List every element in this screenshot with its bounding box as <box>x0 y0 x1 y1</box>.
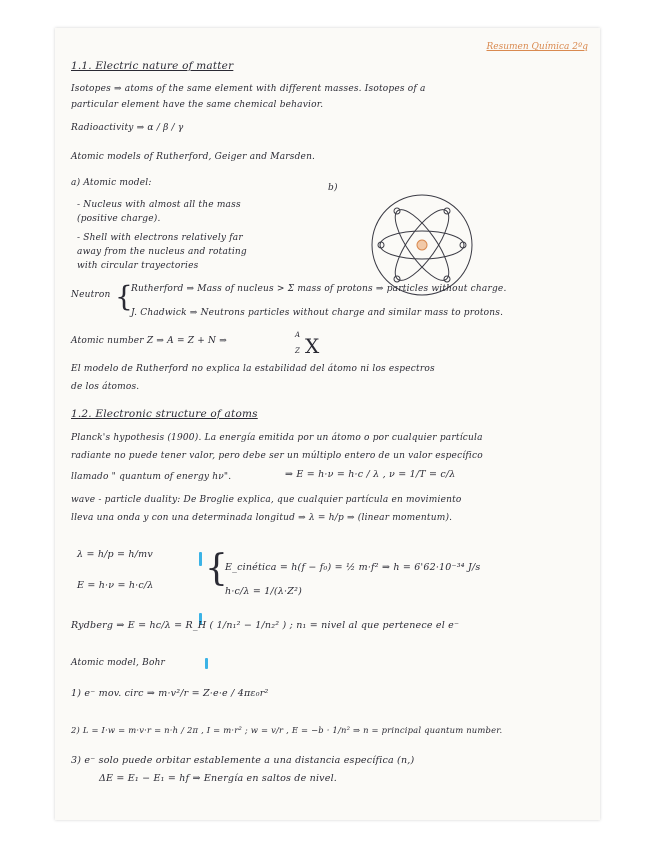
electron-dot <box>378 242 384 248</box>
rutherford-line-2: de los átomos. <box>71 382 140 392</box>
bohr-model-title: Atomic model, Bohr <box>71 658 166 668</box>
wave-particle-line-2: lleva una onda y con una determinada longitud ⇒ λ = h/p ⇒ (linear momentum). <box>71 513 453 523</box>
nuclide-atomic-number: Z <box>295 347 301 355</box>
corner-title: Resumen Química 2ºq <box>486 42 588 52</box>
neutron-line-1: Rutherford ⇒ Mass of nucleus > Σ mass of protons ⇒ particles without charge. <box>131 284 507 294</box>
rydberg-equation: Rydberg ⇒ E = hc/λ = R_H ( 1/n₁² − 1/n₂² ) ; n₁ = nivel al que pertenece el e⁻ <box>71 620 460 631</box>
nuclide-mass-number: A <box>295 331 301 339</box>
nucleus-line-1: - Nucleus with almost all the mass <box>77 200 241 210</box>
radioactivity-line: Radioactivity ⇒ α / β / γ <box>71 123 184 133</box>
isotopes-line-1: Isotopes ⇒ atoms of the same element with different masses. Isotopes of a <box>71 84 426 94</box>
neutron-label: Neutron <box>71 290 111 300</box>
neutron-line-2: J. Chadwick ⇒ Neutrons particles without charge and similar mass to protons. <box>131 308 504 318</box>
highlighter-mark <box>199 552 202 566</box>
shell-line-3: with circular trayectories <box>77 261 199 271</box>
photoelectric-equation: E_cinética = h(f − f₀) = ½ m·f² ⇒ h = 6'62·10⁻³⁴ J/s <box>225 562 481 573</box>
nucleus-line-2: (positive charge). <box>77 214 161 224</box>
rutherford-line-1: El modelo de Rutherford no explica la estabilidad del átomo ni los espectros <box>71 364 435 374</box>
section-2-title: 1.2. Electronic structure of atoms <box>71 408 258 420</box>
highlighter-mark <box>205 658 208 669</box>
atomic-number-line: Atomic number Z ⇒ A = Z + N ⇒ <box>71 336 227 346</box>
bohr-postulate-1: 1) e⁻ mov. circ ⇒ m·v²/r = Z·e·e / 4πε₀r² <box>71 688 269 699</box>
nucleus-dot <box>417 240 427 250</box>
planck-line-2: radiante no puede tener valor, pero debe ser un múltiplo entero de un valor específico <box>71 451 483 461</box>
planck-line-3: llamado " quantum of energy hν". <box>71 472 232 482</box>
planck-energy-equation: E = h·ν = h·c/λ <box>77 580 154 591</box>
planck-equation: ⇒ E = h·ν = h·c / λ , ν = 1/T = c/λ <box>285 469 456 480</box>
energy-jump-line: ΔE = E₁ − E₁ = hf ⇒ Energía en saltos de nivel. <box>99 773 338 784</box>
debroglie-equation: λ = h/p = h/mv <box>77 549 153 560</box>
shell-line-1: - Shell with electrons relatively far <box>77 233 243 243</box>
equation-brace: { <box>205 548 229 589</box>
section-1-title: 1.1. Electric nature of matter <box>71 60 234 72</box>
energy-relation-equation: h·c/λ = 1/(λ·Z²) <box>225 586 302 597</box>
nuclide-symbol: X <box>305 334 320 358</box>
notebook-page <box>55 28 600 820</box>
isotopes-line-2: particular element have the same chemical behavior. <box>71 100 324 110</box>
shell-line-2: away from the nucleus and rotating <box>77 247 247 257</box>
atomic-models-line: Atomic models of Rutherford, Geiger and Marsden. <box>71 152 316 162</box>
model-b-label: b) <box>328 183 338 193</box>
bohr-postulate-3: 3) e⁻ solo puede orbitar establemente a una distancia específica (n,) <box>71 755 415 766</box>
electron-dot <box>460 242 466 248</box>
neutron-brace: { <box>115 280 134 313</box>
model-a-label: a) Atomic model: <box>71 178 152 188</box>
wave-particle-line-1: wave - particle duality: De Broglie explica, que cualquier partícula en movimiento <box>71 495 462 505</box>
planck-line-1: Planck's hypothesis (1900). La energía emitida por un átomo o por cualquier partícula <box>71 433 483 443</box>
bohr-postulate-2: 2) L = I·w = m·v·r = n·h / 2π , I = m·r² ; w = v/r , E = −b · 1/n² ⇒ n = principal quantum number. <box>71 725 503 735</box>
